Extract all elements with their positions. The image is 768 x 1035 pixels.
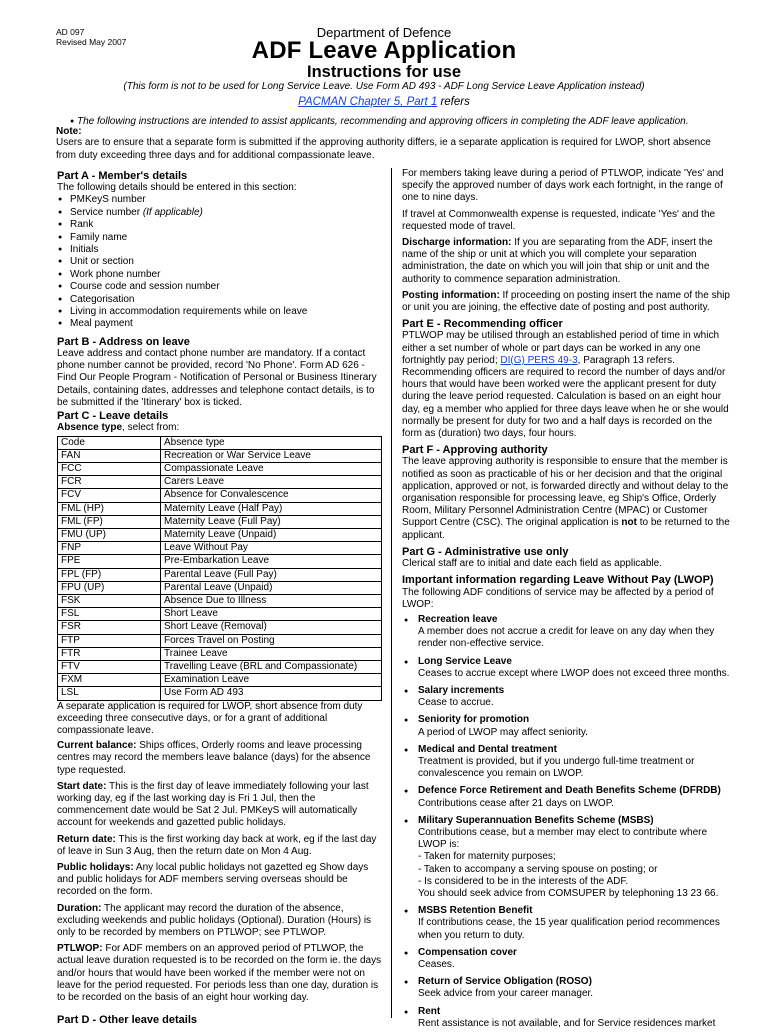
lwop-item-text: Ceases. [418,958,455,970]
code-cell: FCC [58,462,161,475]
code-cell: FMU (UP) [58,528,161,541]
start-date-para: Start date: This is the first day of leave immediately following your last working day, eg if the last working day is Fri 1 Jul, then the commencement date would be Sat 2 Jul. PMKeyS will automatically account for weekends and gazetted public holidays. [57,780,369,829]
table-row [58,621,382,634]
absence-type-cell: Pre-Embarkation Leave [161,555,382,568]
table-header-row [58,436,382,449]
code-cell: FPL (FP) [58,568,161,581]
table-row [58,568,382,581]
code-cell: FSK [58,594,161,607]
lwop-item-text: Ceases to accrue except where LWOP does not exceed three months. [418,667,730,679]
lwop-item-title: ● Military Superannuation Benefits Scheme (MSBS) [418,814,654,826]
list-item [418,656,732,680]
part-a-list [57,194,383,330]
table-row [58,674,382,687]
lwop-item-title: ● Compensation cover [418,946,517,958]
msbs-sub-item: - Taken to accompany a serving spouse on posting; or [418,863,658,875]
part-c-heading: Part C - Leave details [57,410,169,423]
note-label: Note: [56,126,82,137]
part-a-heading: Part A - Member's details [57,170,188,182]
code-cell: FML (FP) [58,515,161,528]
part-d-heading: Part D - Other leave details [57,1014,197,1027]
list-item: ● Unit or section [70,256,383,268]
list-item: ● Course code and session number [70,281,383,293]
table-row [58,594,382,607]
lwop-item-title: ● Defence Force Retirement and Death Benefits Scheme (DFRDB) [418,785,721,797]
list-item [418,785,732,809]
return-date-para: Return date: This is the first working day back at work, eg if the last day of leave in Sun 3 Aug, then the return date on Mon 4 Aug. [57,833,377,857]
table-row [58,476,382,489]
lwop-item-text: A period of LWOP may affect seniority. [418,726,588,738]
lwop-item-text: Cease to accrue. [418,697,494,709]
lwop-list [402,614,732,1030]
lwop-item-text: Treatment is provided, but if you undergo full-time treatment or convalescence you remain on LWOP. [418,755,695,780]
code-cell: FTP [58,634,161,647]
absence-type-cell: Recreation or War Service Leave [161,449,382,462]
table-row [58,634,382,647]
code-cell: FPE [58,555,161,568]
absence-type-cell: Travelling Leave (BRL and Compassionate) [161,660,382,673]
list-item: ● Meal payment [70,318,383,330]
part-b-heading: Part B - Address on leave [57,335,190,348]
column-divider [391,168,392,1018]
absence-type-cell: Short Leave (Removal) [161,621,382,634]
lwop-intro: The following ADF conditions of service may be affected by a period of LWOP: [402,586,714,610]
list-item [418,614,732,651]
lsl-note: (This form is not to be used for Long Service Leave. Use Form AD 493 - ADF Long Service Leave Application instead) [123,81,645,92]
table-row [58,555,382,568]
absence-type-cell: Maternity Leave (Full Pay) [161,515,382,528]
list-item: ● Rank [70,219,383,231]
lwop-item-text: Rent assistance is not available, and for Service residences market [418,1017,716,1029]
table-row [58,528,382,541]
discharge-para: Discharge information: If you are separating from the ADF, insert the name of the ship or unit at which you will complete your separation administration, the date on which you will join that ship or unit and the authority to commence separation administration. [402,237,713,285]
code-cell: FML (HP) [58,502,161,515]
lwop-item-text: A member does not accrue a credit for leave on any day when they render non-effective service. [418,626,715,650]
absence-type-cell: Forces Travel on Posting [161,634,382,647]
lwop-item-title: ● Rent [418,1005,441,1017]
pacman-link[interactable]: PACMAN Chapter 5, Part 1 [298,96,438,108]
absence-type-cell: Short Leave [161,608,382,621]
code-cell: FCV [58,489,161,502]
part-f-text: The leave approving authority is responsible to ensure that the member is notified as soon as practicable of his or her decision and that the original application, approved or not, is forwarded directly and without delay to the organisation responsible for processing leave, eg Ship's Office, Orderly Room, Military Personnel Administration Centre (MPAC) or Customer Support Centre (CSC). The original application is not to be returned to the applicant. [402,456,730,541]
msbs-sub-item: - Is considered to be in the interests of the ADF. [418,875,629,887]
absence-type-cell: Examination Leave [161,674,382,687]
code-cell: FAN [58,449,161,462]
table-row [58,462,382,475]
lwop-item-title: ● Seniority for promotion [418,714,530,726]
travel-para: If travel at Commonwealth expense is requested, indicate 'Yes' and the requested mode of travel. [402,208,716,232]
page-subtitle: Instructions for use [306,63,462,81]
part-e-text: PTLWOP may be utilised through an established period of time in which either a set number of whole or part days can be worked in any one fortnightly pay period; DI(G) PERS 49-3, Paragraph 13 refers. Recommending officers are required to record the number of days and/or hours that would have been worked were the applicant present for duty during the leave period requested. Calculation is based on an eight hour day, eg a member who applied for three days leave when he or she would normally be present for duty for two and a half days is recorded on the form as (duration) two days, four hours. [402,330,729,440]
refs-text: refers [437,96,470,108]
lwop-item-text: Seek advice from your career manager. [418,988,594,1000]
after-table-text: A separate application is required for LWOP, short absence from duty exceeding three consecutive days, or for a grant of additional compassionate leave. [57,700,363,736]
duration-para: Duration: The applicant may record the duration of the absence, excluding weekends and public holidays (Optional). Duration (Hours) is only to be recorded by members on PTLWOP; see PTLWOP. [57,902,372,939]
table-row [58,608,382,621]
absence-type-cell: Parental Leave (Unpaid) [161,581,382,594]
code-cell: FXM [58,674,161,687]
table-row [58,542,382,555]
absence-type-cell: Use Form AD 493 [161,687,382,700]
code-cell: FTR [58,647,161,660]
lwop-item-title: ● MSBS Retention Benefit [418,905,533,917]
absence-type-cell: Maternity Leave (Half Pay) [161,502,382,515]
department-name: Department of Defence [316,25,452,40]
bullet-icon: ● [70,118,75,125]
form-id: AD 097 [56,27,85,37]
part-a-intro: The following details should be entered in this section: [57,182,297,194]
absence-type-cell: Trainee Leave [161,647,382,660]
di-pers-link[interactable]: DI(G) PERS 49-3 [500,354,578,366]
table-body [58,449,382,700]
code-cell: FSL [58,608,161,621]
list-item [418,905,732,942]
lwop-item-text: Contributions cease, but a member may elect to contribute where LWOP is: [418,826,708,851]
part-b-text: Leave address and contact phone number are mandatory. If a contact phone number cannot be provided, record 'No Phone'. Form AD 626 - Find Our People Program - Notification of Personal or Business Itinerary Details, containing dates, addresses and telephone contact details, is to be submitted if the 'Itinerary' box is ticked. [57,348,377,408]
part-e-heading: Part E - Recommending officer [402,318,563,331]
msbs-advice: You should seek advice from COMSUPER by telephoning 13 23 66. [418,887,719,899]
current-balance-para: Current balance: Ships offices, Orderly rooms and leave processing centres may record the members leave balance (days) for the absence type requested. [57,740,371,776]
lwop-item-title: ● Return of Service Obligation (ROSO) [418,976,592,988]
absence-type-table [57,436,382,701]
refs-line [0,96,768,108]
list-item: ● Family name [70,232,383,244]
code-cell: LSL [58,687,161,700]
lwop-item-title: ● Medical and Dental treatment [418,743,557,755]
msbs-sub-item: - Taken for maternity purposes; [418,851,556,863]
intro-bullet: ● The following instructions are intended to assist applicants, recommending and approving officers in completing the ADF leave application. [70,116,689,127]
ptlwop-para: PTLWOP: For ADF members on an approved period of PTLWOP, the actual leave duration requested is to be recorded on the form ie. the days and/or hours that would have been worked if the member were not on leave for the period requested. For periods less than one day, duration is to be recorded on the basis of an eight hour working day. [57,943,382,1004]
code-cell: FNP [58,542,161,555]
absence-type-cell: Maternity Leave (Unpaid) [161,528,382,541]
table-row [58,647,382,660]
note-text: Users are to ensure that a separate form is submitted if the approving authority differs, ie a separate application is required for LWOP, short absence from duty exceeding three days and for additional compassionate leave. [56,137,711,161]
list-item [418,685,732,709]
list-item [418,947,732,971]
ptlwop-leave-para: For members taking leave during a period of PTLWOP, indicate 'Yes' and specify the approved number of days work each fortnight, in the range of one to nine days. [402,168,724,204]
lwop-item-title: ● Long Service Leave [418,655,512,667]
table-row [58,449,382,462]
public-holidays-para: Public holidays: Any local public holidays not gazetted eg Show days and public holidays for ADF members serving overseas should be recorded on the form. [57,862,369,898]
column-header-absence-type: Absence type [161,436,382,449]
absence-type-cell: Absence for Convalescence [161,489,382,502]
lwop-item-text: If contributions cease, the 15 year qualification period recommences when you return to duty. [418,917,720,941]
list-item [418,976,732,1000]
absence-type-cell: Compassionate Leave [161,462,382,475]
list-item [418,1006,732,1030]
list-item [418,744,732,781]
table-row [58,581,382,594]
absence-type-cell: Absence Due to Illness [161,594,382,607]
part-g-heading: Part G - Administrative use only [402,545,569,558]
lwop-item-text: Contributions cease after 21 days on LWOP. [418,797,614,809]
absence-type-line: Absence type, select from: [57,422,180,434]
table-row [58,687,382,700]
code-cell: FTV [58,660,161,673]
list-item: ● PMKeyS number [70,194,383,206]
table-row [58,660,382,673]
list-item: ● Initials [70,244,383,256]
column-header-code: Code [58,436,161,449]
code-cell: FSR [58,621,161,634]
part-f-heading: Part F - Approving authority [402,444,548,457]
lwop-item-title: ● Salary increments [418,684,505,696]
lwop-heading: Important information regarding Leave Without Pay (LWOP) [402,574,714,587]
list-item: ● Categorisation [70,294,383,306]
list-item [418,714,732,738]
revised-date: Revised May 2007 [56,37,127,47]
right-column [402,168,732,1035]
absence-type-cell: Carers Leave [161,476,382,489]
list-item: ● Work phone number [70,269,383,281]
absence-type-cell: Leave Without Pay [161,542,382,555]
list-item: ● Living in accommodation requirements while on leave [70,306,383,318]
list-item: ● Service number (If applicable) [70,207,383,219]
table-row [58,502,382,515]
lwop-item-title: ● Recreation leave [418,613,498,625]
table-row [58,489,382,502]
code-cell: FCR [58,476,161,489]
page-title: ADF Leave Application [251,37,517,64]
absence-type-cell: Parental Leave (Full Pay) [161,568,382,581]
list-item [418,815,732,900]
part-g-text: Clerical staff are to initial and date each field as applicable. [402,558,662,570]
posting-para: Posting information: If proceeding on posting insert the name of the ship or unit you are joining, the effective date of posting and post authority. [402,289,730,314]
table-row [58,515,382,528]
code-cell: FPU (UP) [58,581,161,594]
left-column [57,168,383,1026]
